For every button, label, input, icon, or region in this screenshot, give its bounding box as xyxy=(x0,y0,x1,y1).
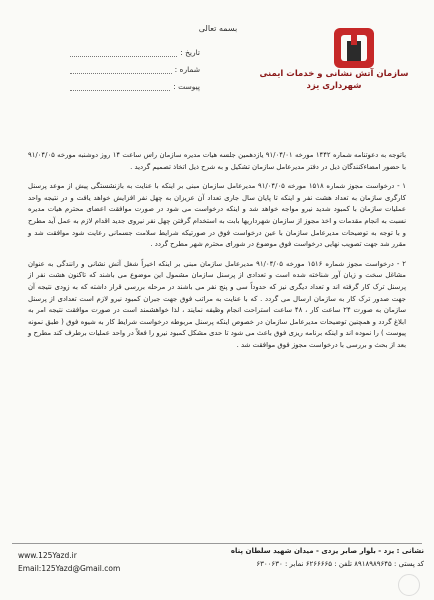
fire-department-logo-icon xyxy=(332,26,376,70)
address-text: یزد - بلوار صابر یزدی - میدان شهید سلطان پناه xyxy=(230,547,395,555)
organization-name xyxy=(244,68,424,92)
email-link[interactable]: Email:125Yazd@Gmail.com xyxy=(18,564,121,573)
organization-name-line2: شهرداری یزد xyxy=(306,81,362,91)
attachment-field xyxy=(70,74,200,91)
website-link[interactable]: www.125Yazd.ir xyxy=(18,551,77,560)
number-label: شماره : xyxy=(174,65,200,74)
attachment-line xyxy=(70,80,170,91)
organization-name-line1: سازمان آتش نشانی و خدمات ایمنی xyxy=(259,69,409,79)
number-field xyxy=(70,57,200,74)
date-field xyxy=(70,40,200,57)
intro-paragraph: باتوجه به دعوتنامه شماره ۱۴۴۲ مورخه ۹۱/۰۴/۰۱ یازدهمین جلسه هیات مدیره سازمان راس ساعت ۱۴ روز دوشنبه مورخه ۹۱/۰۴/۰۵ با حضور امضاءکنندگان ذیل در دفتر مدیرعامل سازمان تشکیل و به شرح ذیل اتخاذ تصمیم گردید . xyxy=(28,151,406,171)
postal-phone-fax: کد پستی : ۸۹۱۸۹۸۹۶۴۵ تلفن : ۶۲۶۶۶۶۵ نمابر : ۶۳۰۰۶۳۰ xyxy=(256,560,424,568)
date-label: تاریخ : xyxy=(180,48,200,57)
stamp-mark-icon xyxy=(398,574,420,596)
footer-divider xyxy=(12,543,422,544)
letter-body xyxy=(28,150,406,360)
resolution-item-2: ۲ - درخواست مجوز شماره ۱۵۱۶ مورخه ۹۱/۰۴/۰۵ مدیرعامل سازمان مبنی بر اینکه اخیراً شغل آتش نشانی و رانندگی به عنوان مشاغل سخت و زیان آور شناخته شده است و تعدادی از پرسنل سازمان مشمول این موضوع می باشند که تاکنون هشت نفر از پرسنل ترک کار گرفته اند و تعداد دیگری نیز که حدوداً سی و پنج نفر می باشند در مرحله بررسی قرار داشته که به زودی نتیجه آن جهت صدور ترک کار به سازمان ارسال می گردد . که با عنایت به مراتب فوق جهت جبران کمبود نیرو لازم است تعدادی از پرسنل سازمان به صورت ۲۴ ساعت کار ، ۴۸ ساعت استراحت انجام وظیفه نمایند ، لذا خواهشمند است در صورت موافقت نتیجه امر به ابلاغ گردد و همچنین توضیحات مدیرعامل سازمان در خصوص اینکه پرسنل مربوطه درخواست شرایط کار به شیوه فوق ( طبق نمونه پیوست ) را نموده اند و اینکه برنامه ریزی فوق باعث می شود تا حدی مشکل کمبود نیرو را فعلاً در واحد عملیات برطرف کند مطرح و بعد از بحث و بررسی با درخواست مجوز فوق موافقت شد . xyxy=(28,259,406,349)
attachment-label: پیوست : xyxy=(173,82,200,91)
letter-meta-fields xyxy=(70,40,200,91)
date-line xyxy=(70,46,177,57)
footer-contact xyxy=(174,545,424,571)
footer-web xyxy=(18,549,178,575)
bismillah-heading: بسمه تعالی xyxy=(198,24,238,33)
number-line xyxy=(70,63,172,74)
resolution-item-1: ۱ - درخواست مجوز شماره ۱۵۱۸ مورخه ۹۱/۰۴/۰۵ مدیرعامل سازمان مبنی بر اینکه با عنایت به بازنشستگی پیش از موعد پرسنل کارگری سازمان به تعداد هشت نفر و اینکه تا پایان سال جاری تعداد آن عزیزان به چهل نفر افزایش خواهد یافت و در نتیجه واحد عملیات سازمان با کمبود شدید نیرو مواجه خواهد شد و اینکه درخواست می شود در صورت موافقت اعضای محترم هیات مدیره نسبت به انجام مقدمات و اخذ مجوز از سازمان شهرداریها بابت به استخدام گرفتن چهل نفر نیروی جدید اقدام لازم به عمل آید مطرح و با توجه به توضیحات مدیرعامل سازمان با عین درخواست فوق در صورتیکه شرایط سلامت جسمانی رعایت شود موافقت شد و مقرر شد جهت تصویب نهایی درخواست فوق موضوع در شورای محترم شهر مطرح گردد . xyxy=(28,182,406,249)
footer-address-row xyxy=(174,545,424,558)
address-label: نشانی : xyxy=(396,547,424,555)
